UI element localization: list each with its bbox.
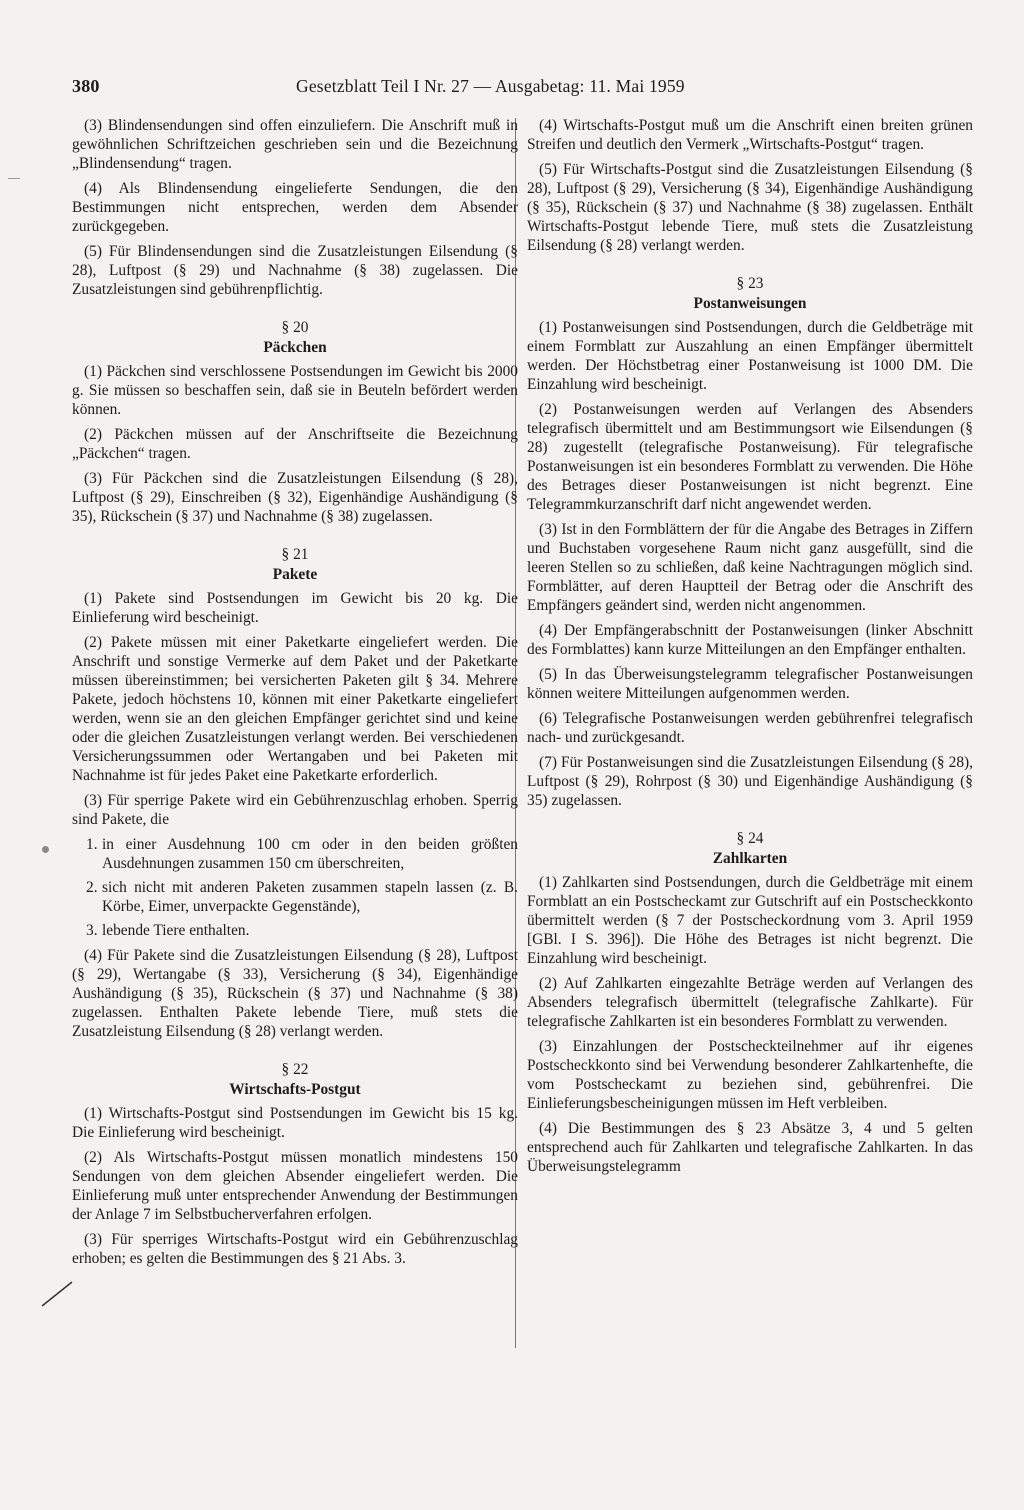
paragraph: (4) Die Bestimmungen des § 23 Absätze 3, 4 und 5 gelten entsprechend auch für Zahlkarten und telegrafische Zahlkarten. In das Überweisungstelegramm xyxy=(527,1120,973,1175)
paragraph: (1) Päckchen sind verschlossene Postsendungen im Gewicht bis 2000 g. Sie müssen so beschaffen sein, daß sie in Beuteln befördert werden können. xyxy=(72,363,518,418)
left-column xyxy=(72,116,518,1274)
section-number: § 23 xyxy=(736,275,764,292)
paragraph: (1) Pakete sind Postsendungen im Gewicht bis 20 kg. Die Einlieferung wird bescheinigt. xyxy=(72,590,518,626)
list-item-number: 3. xyxy=(86,922,98,939)
paragraph: (3) Für sperrige Pakete wird ein Gebührenzuschlag erhoben. Sperrig sind Pakete, die xyxy=(72,792,518,828)
page-title: Gesetzblatt Teil I Nr. 27 — Ausgabetag: 11. Mai 1959 xyxy=(296,76,685,96)
paragraph: (2) Als Wirtschafts-Postgut müssen monatlich mindestens 150 Sendungen von dem gleichen Absender eingeliefert werden. Die Einlieferung muß unter entsprechender Anwendung der Bestimmungen der Anlage 7 im Selbstbucherverfahren erfolgen. xyxy=(72,1149,518,1223)
paragraph: (2) Postanweisungen werden auf Verlangen des Absenders telegrafisch übermittelt und am Bestimmungsort wie Eilsendungen (§ 28) zugestellt (telegrafische Postanweisung). Für telegrafische Postanweisungen ist ein besonderes Formblatt zu verwenden. Die Höhe des Betrages dieser Postanweisungen ist nicht begrenzt. Eine Telegrammkurzanschrift darf nicht angewendet werden. xyxy=(527,401,973,513)
paragraph: (4) Der Empfängerabschnitt der Postanweisungen (linker Abschnitt des Formblattes) kann kurze Mitteilungen an den Empfänger enthalten. xyxy=(527,622,973,658)
section-number: § 20 xyxy=(281,319,309,336)
list-item-number: 1. xyxy=(86,836,98,853)
paragraph: (1) Zahlkarten sind Postsendungen, durch die Geldbeträge mit einem Formblatt an ein Postscheckamt zur Gutschrift auf ein Postscheckkonto übermittelt werden (§ 7 der Postscheckordnung vom 3. April 1959 [GBl. I S. 396]). Die Höhe des Betrages ist nicht begrenzt. Die Einzahlung wird bescheinigt. xyxy=(527,874,973,967)
paragraph: (4) Wirtschafts-Postgut muß um die Anschrift einen breiten grünen Streifen und deutlich den Vermerk „Wirtschafts-Postgut“ tragen. xyxy=(527,117,973,153)
section-heading: Wirtschafts-Postgut xyxy=(229,1081,361,1098)
paragraph: (5) Für Blindensendungen sind die Zusatzleistungen Eilsendung (§ 28), Luftpost (§ 29) und Nachnahme (§ 38) zugelassen. Die Zusatzleistungen sind gebührenpflichtig. xyxy=(72,243,518,298)
numbered-list xyxy=(72,835,518,940)
list-item-number: 2. xyxy=(86,879,98,896)
section-heading: Postanweisungen xyxy=(693,295,807,312)
section-number: § 21 xyxy=(281,546,309,563)
section-heading: Päckchen xyxy=(263,339,327,356)
list-item xyxy=(72,835,518,873)
paragraph: (3) Ist in den Formblättern der für die Angabe des Betrages in Ziffern und Buchstaben vorgesehene Raum nicht ganz ausgefüllt, sind die leeren Stellen so zu schließen, daß keine Nachtragungen möglich sind. Formblätter, auf deren Hauptteil der Betrag oder die Anschrift des Empfängers geändert sind, werden nicht angenommen. xyxy=(527,521,973,614)
page-header xyxy=(72,74,972,102)
list-item xyxy=(72,921,518,940)
paragraph: (3) Blindensendungen sind offen einzuliefern. Die Anschrift muß in gewöhnlichen Schriftzeichen geschrieben sein und die Bezeichnung „Blindensendung“ tragen. xyxy=(72,117,518,172)
paragraph: (5) In das Überweisungstelegramm telegrafischer Postanweisungen können weitere Mitteilungen aufgenommen werden. xyxy=(527,666,973,702)
paragraph: (4) Für Pakete sind die Zusatzleistungen Eilsendung (§ 28), Luftpost (§ 29), Wertangabe (§ 33), Versicherung (§ 34), Eigenhändige Aushändigung (§ 35), Rückschein (§ 37) und Nachnahme (§ 38) zugelassen. Enthalten Pakete lebende Tiere, muß stets die Zusatzleistung Eilsendung (§ 28) verlangt werden. xyxy=(72,947,518,1040)
paragraph: (2) Päckchen müssen auf der Anschriftseite die Bezeichnung „Päckchen“ tragen. xyxy=(72,426,518,462)
section-number: § 22 xyxy=(281,1061,309,1078)
paragraph: (5) Für Wirtschafts-Postgut sind die Zusatzleistungen Eilsendung (§ 28), Luftpost (§ 29), Versicherung (§ 34), Eigenhändige Aushändigung (§ 35), Rückschein (§ 37) und Nachnahme (§ 38) zugelassen. Enthält Wirtschafts-Postgut lebende Tiere, muß stets die Zusatzleistung Eilsendung (§ 28) verlangt werden. xyxy=(527,161,973,254)
paragraph: (2) Auf Zahlkarten eingezahlte Beträge werden auf Verlangen des Absenders telegrafisch übermittelt (telegrafische Zahlkarte). Für telegrafische Zahlkarten ist ein besonderes Formblatt zu verwenden. xyxy=(527,975,973,1030)
margin-tick-mark xyxy=(8,178,20,179)
paragraph: (3) Für sperriges Wirtschafts-Postgut wird ein Gebührenzuschlag erhoben; es gelten die Bestimmungen des § 21 Abs. 3. xyxy=(72,1231,518,1267)
paragraph: (1) Postanweisungen sind Postsendungen, durch die Geldbeträge mit einem Formblatt zur Auszahlung an einen Empfänger übermittelt werden. Der Höchstbetrag einer Postanweisung ist 1000 DM. Die Einzahlung wird bescheinigt. xyxy=(527,319,973,393)
list-item xyxy=(72,878,518,916)
margin-dot-mark xyxy=(42,846,49,853)
page-number: 380 xyxy=(72,76,100,96)
list-item-text: in einer Ausdehnung 100 cm oder in den beiden größten Ausdehnungen zusammen 150 cm überschreiten, xyxy=(102,836,518,872)
paragraph: (3) Für Päckchen sind die Zusatzleistungen Eilsendung (§ 28), Luftpost (§ 29), Einschreiben (§ 32), Eigenhändige Aushändigung (§ 35), Rückschein (§ 37) und Nachnahme (§ 38) zugelassen. xyxy=(72,470,518,525)
paragraph: (2) Pakete müssen mit einer Paketkarte eingeliefert werden. Die Anschrift und sonstige Vermerke auf dem Paket und der Paketkarte müssen übereinstimmen; bei versicherten Paketen gilt § 34. Mehrere Pakete, jedoch höchstens 10, können mit einer Paketkarte eingeliefert werden, wenn sie an den gleichen Empfänger gerichtet sind und keine oder die gleichen Zusatzleistungen verlangt werden. Bei verschiedenen Versicherungssummen oder Wertangaben und bei Paketen mit Nachnahme ist für jedes Paket eine Paketkarte erforderlich. xyxy=(72,634,518,784)
paragraph: (6) Telegrafische Postanweisungen werden gebührenfrei telegrafisch nach- und zurückgesandt. xyxy=(527,710,973,746)
list-item-text: sich nicht mit anderen Paketen zusammen stapeln lassen (z. B. Körbe, Eimer, unverpackte Gegenstände), xyxy=(102,879,518,915)
right-column xyxy=(527,116,973,1182)
list-item-text: lebende Tiere enthalten. xyxy=(102,922,250,939)
section-heading: Zahlkarten xyxy=(712,850,788,867)
paragraph: (3) Einzahlungen der Postscheckteilnehmer auf ihr eigenes Postscheckkonto sind bei Verwendung besonderer Zahlkartenhefte, die vom Postscheckamt zu beziehen sind, gebührenfrei. Die Einlieferungsbescheinigungen müssen im Heft verbleiben. xyxy=(527,1038,973,1112)
paragraph: (7) Für Postanweisungen sind die Zusatzleistungen Eilsendung (§ 28), Luftpost (§ 29), Rohrpost (§ 30) und Eigenhändige Aushändigung (§ 35) zugelassen. xyxy=(527,754,973,809)
section-heading: Pakete xyxy=(272,566,318,583)
paragraph: (1) Wirtschafts-Postgut sind Postsendungen im Gewicht bis 15 kg. Die Einlieferung wird bescheinigt. xyxy=(72,1105,518,1141)
section-number: § 24 xyxy=(736,830,764,847)
paragraph: (4) Als Blindensendung eingelieferte Sendungen, die den Bestimmungen nicht entsprechen, werden dem Absender zurückgegeben. xyxy=(72,180,518,235)
